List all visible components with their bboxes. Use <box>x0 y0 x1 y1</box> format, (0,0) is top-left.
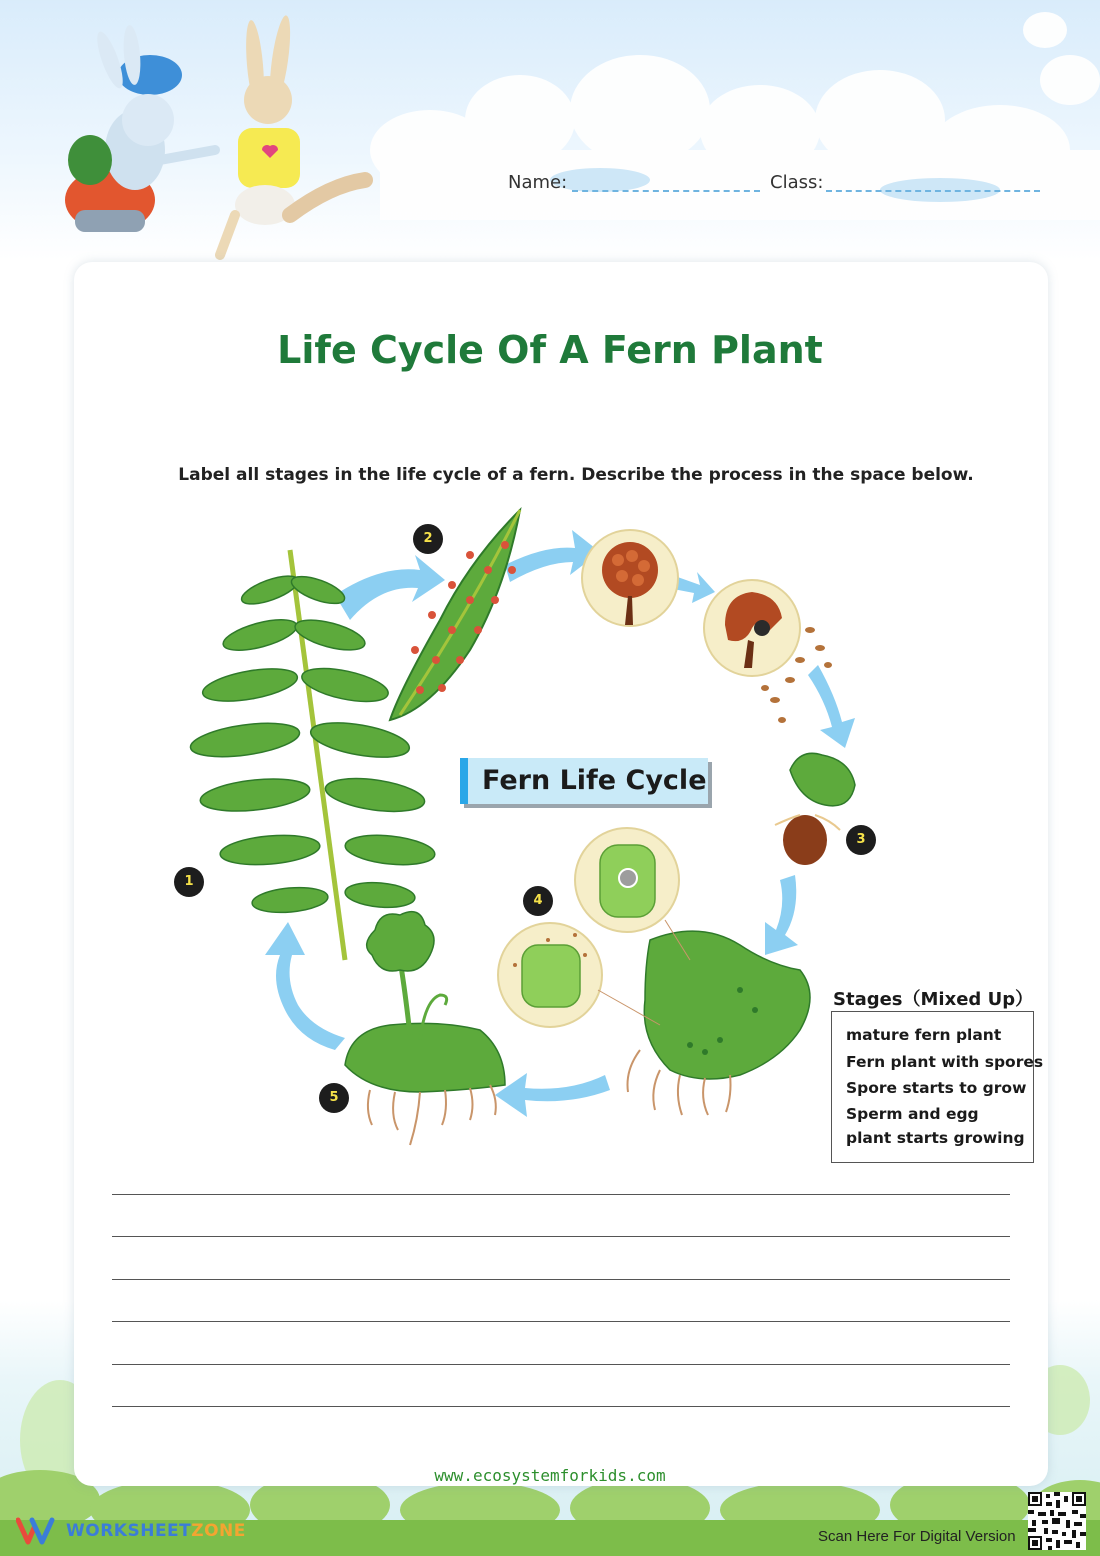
stage-option: Sperm and egg <box>846 1104 979 1123</box>
footer-url[interactable]: www.ecosystemforkids.com <box>434 1466 666 1485</box>
worksheetzone-logo-icon <box>16 1516 62 1546</box>
qr-code-icon[interactable] <box>1028 1492 1086 1550</box>
answer-line[interactable] <box>112 1321 1010 1322</box>
mature-fern-plant-icon <box>188 550 436 960</box>
stage-number-badge: 4 <box>523 886 553 916</box>
brand-name-part2: ZONE <box>191 1521 246 1541</box>
name-label: Name: <box>508 172 568 193</box>
answer-line[interactable] <box>112 1194 1010 1195</box>
young-fern-sporophyte-icon <box>345 912 505 1145</box>
class-label: Class: <box>770 172 824 193</box>
stage-number-badge: 5 <box>319 1083 349 1113</box>
answer-line[interactable] <box>112 1279 1010 1280</box>
stage-option: mature fern plant <box>846 1026 1002 1044</box>
stage-option: plant starts growing <box>846 1128 1025 1147</box>
answer-line[interactable] <box>112 1236 1010 1237</box>
diagram-center-label: Fern Life Cycle <box>460 758 708 804</box>
sporangium-icon <box>582 530 678 626</box>
fern-leaf-with-spores-icon <box>390 510 520 720</box>
instruction-text: Label all stages in the life cycle of a fern. Describe the process in the space below. <box>178 465 974 485</box>
stages-word-bank <box>831 1011 1044 1163</box>
worksheet-title: Life Cycle Of A Fern Plant <box>277 328 823 372</box>
sky-background <box>0 0 1100 270</box>
fern-life-cycle-diagram <box>160 500 880 1160</box>
scan-instruction: Scan Here For Digital Version <box>818 1528 1016 1545</box>
antheridium-magnified-icon <box>498 923 660 1027</box>
stage-option: Spore starts to grow <box>846 1079 1027 1097</box>
bunny-pink-shirt-icon <box>220 14 365 255</box>
brand-name <box>66 1521 246 1541</box>
stage-option: Fern plant with spores <box>846 1052 1044 1071</box>
bunny-blue-cap-icon <box>65 24 215 232</box>
class-field[interactable] <box>826 190 1040 192</box>
stage-number-badge: 3 <box>846 825 876 855</box>
stages-box-title: Stages（Mixed Up） <box>833 989 1034 1010</box>
stage-number-badge: 1 <box>174 867 204 897</box>
name-field[interactable] <box>572 190 760 192</box>
brand-name-part1: WORKSHEET <box>66 1521 192 1541</box>
open-sporangium-icon <box>704 580 832 723</box>
prothallus-icon <box>628 931 811 1115</box>
germinating-spore-icon <box>775 753 855 865</box>
answer-line[interactable] <box>112 1406 1010 1407</box>
stage-number-badge: 2 <box>413 524 443 554</box>
answer-line[interactable] <box>112 1364 1010 1365</box>
